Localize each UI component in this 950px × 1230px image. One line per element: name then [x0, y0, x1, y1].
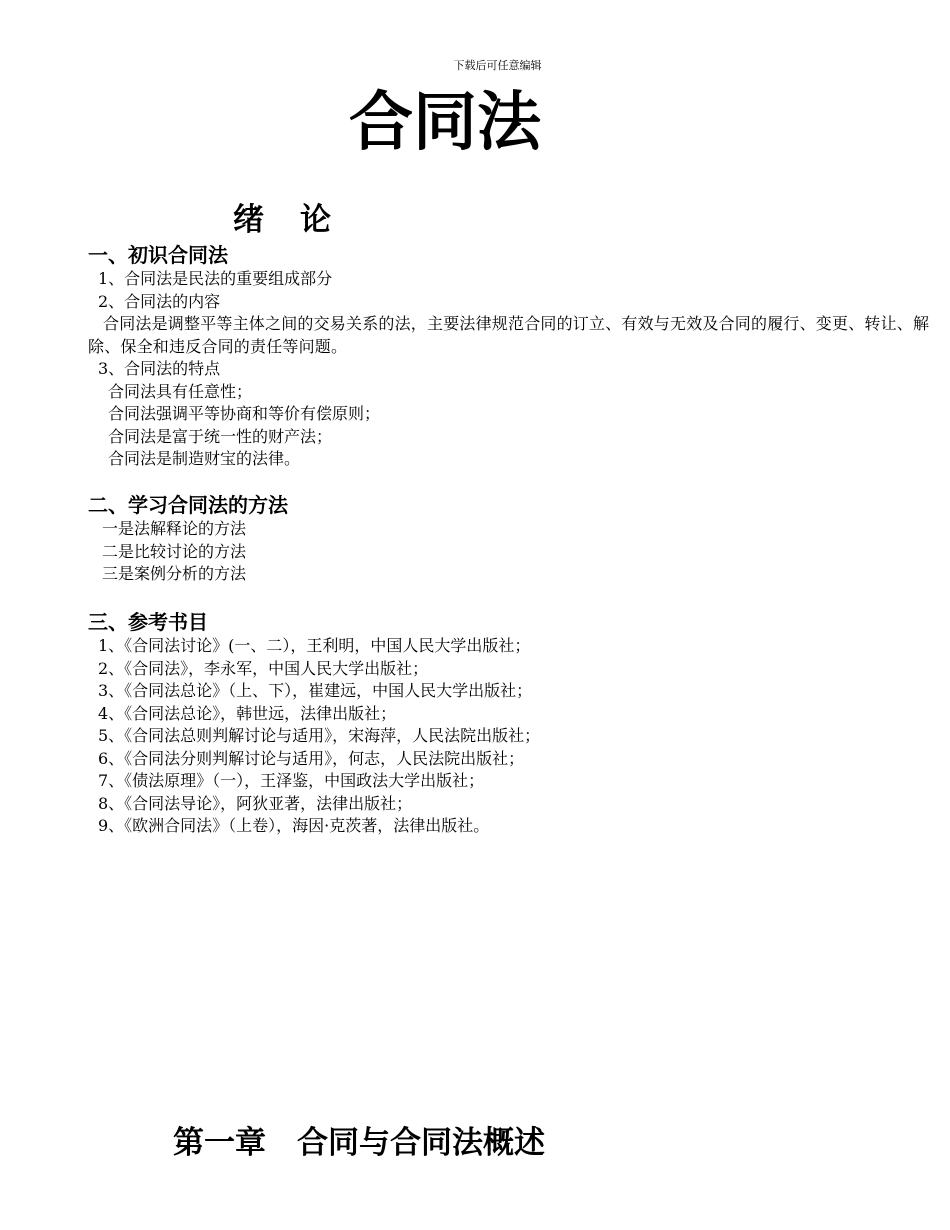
part1-item2: 2、合同法的内容 [98, 291, 221, 311]
part1-item1: 1、合同法是民法的重要组成部分 [98, 269, 333, 288]
method-item: 一是法解释论的方法 [102, 519, 247, 538]
book-item: 4、《合同法总论》，韩世远，法律出版社； [98, 703, 397, 723]
part2-heading: 二、学习合同法的方法 [88, 493, 288, 517]
feature-item: 合同法强调平等协商和等价有偿原则； [108, 404, 381, 423]
document-title: 合同法 [349, 86, 541, 160]
chapter-title: 第一章 合同与合同法概述 [173, 1125, 545, 1161]
part3-heading: 三、参考书目 [88, 610, 208, 634]
feature-item: 合同法是制造财宝的法律。 [108, 449, 301, 468]
part2-section [88, 492, 930, 586]
part1-section [88, 242, 930, 471]
feature-item: 合同法是富于统一性的财产法； [108, 426, 333, 446]
book-item: 5、《合同法总则判解讨论与适用》，宋海萍，人民法院出版社； [98, 726, 541, 745]
part1-paragraph: 合同法是调整平等主体之间的交易关系的法，主要法律规范合同的订立、有效与无效及合同的履行、变更、转让、解除、保全和违反合同的责任等问题。 [88, 314, 930, 356]
section-title: 绪论 [233, 202, 367, 238]
book-item: 8、《合同法导论》，阿狄亚著，法律出版社； [98, 793, 413, 813]
book-item: 2、《合同法》，李永军，中国人民大学出版社； [98, 658, 429, 678]
book-item: 1、《合同法讨论》(一、二），王利明，中国人民大学出版社； [98, 636, 531, 655]
part1-heading: 一、初识合同法 [88, 243, 228, 267]
feature-item: 合同法具有任意性； [108, 381, 253, 401]
method-item: 三是案例分析的方法 [102, 564, 247, 583]
method-item: 二是比较讨论的方法 [102, 541, 247, 561]
part1-item3: 3、合同法的特点 [98, 359, 221, 378]
book-item: 9、《欧洲合同法》（上卷），海因·克茨著，法律出版社。 [98, 816, 490, 835]
part3-section [88, 609, 930, 838]
book-item: 6、《合同法分则判解讨论与适用》，何志，人民法院出版社； [98, 748, 525, 768]
book-item: 7、《债法原理》（一），王泽鉴，中国政法大学出版社； [98, 771, 485, 790]
book-item: 3、《合同法总论》（上、下），崔建远，中国人民大学出版社； [98, 681, 533, 700]
header-note: 下载后可任意编辑 [453, 59, 542, 72]
